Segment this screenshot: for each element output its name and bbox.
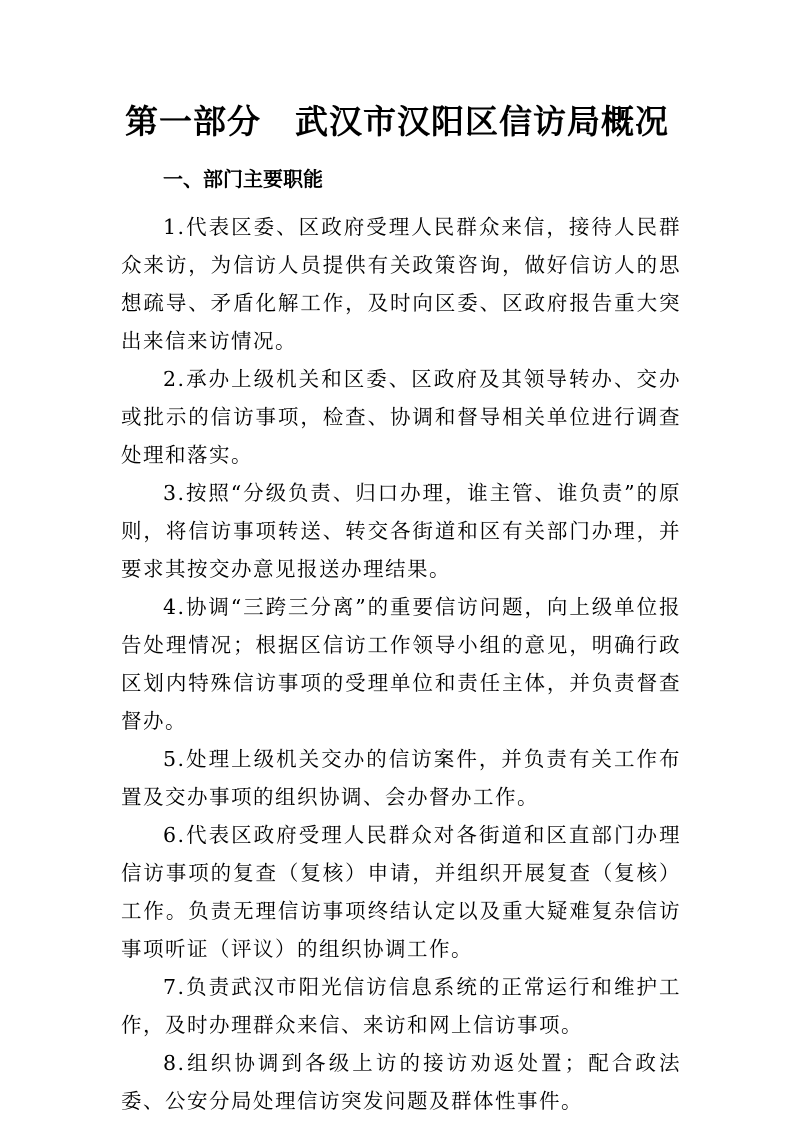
section-heading: 一、部门主要职能 bbox=[163, 167, 323, 191]
duty-item-3: 3.按照“分级负责、归口办理，谁主管、谁负责”的原则，将信访事项转送、转交各街道和区有关部门办理，并要求其按交办意见报送办理结果。 bbox=[121, 481, 681, 581]
duty-item-4: 4.协调“三跨三分离”的重要信访问题，向上级单位报告处理情况；根据区信访工作领导小组的意见，明确行政区划内特殊信访事项的受理单位和责任主体，并负责督查督办。 bbox=[121, 595, 681, 733]
duty-item-5: 5.处理上级机关交办的信访案件，并负责有关工作布置及交办事项的组织协调、会办督办工作。 bbox=[121, 747, 681, 809]
duty-item-7: 7.负责武汉市阳光信访信息系统的正常运行和维护工作，及时办理群众来信、来访和网上信访事项。 bbox=[121, 975, 681, 1037]
duty-item-1: 1.代表区委、区政府受理人民群众来信，接待人民群众来访，为信访人员提供有关政策咨询，做好信访人的思想疏导、矛盾化解工作，及时向区委、区政府报告重大突出来信来访情况。 bbox=[121, 215, 681, 353]
duty-item-8: 8.组织协调到各级上访的接访劝返处置；配合政法委、公安分局处理信访突发问题及群体性事件。 bbox=[121, 1051, 681, 1113]
duties-list bbox=[121, 208, 681, 1120]
page-title: 第一部分 武汉市汉阳区信访局概况 bbox=[125, 102, 669, 141]
duty-item-2: 2.承办上级机关和区委、区政府及其领导转办、交办或批示的信访事项，检查、协调和督导相关单位进行调查处理和落实。 bbox=[121, 367, 681, 467]
duty-item-6: 6.代表区政府受理人民群众对各街道和区直部门办理信访事项的复查（复核）申请，并组织开展复查（复核）工作。负责无理信访事项终结认定以及重大疑难复杂信访事项听证（评议）的组织协调工作。 bbox=[121, 823, 681, 961]
